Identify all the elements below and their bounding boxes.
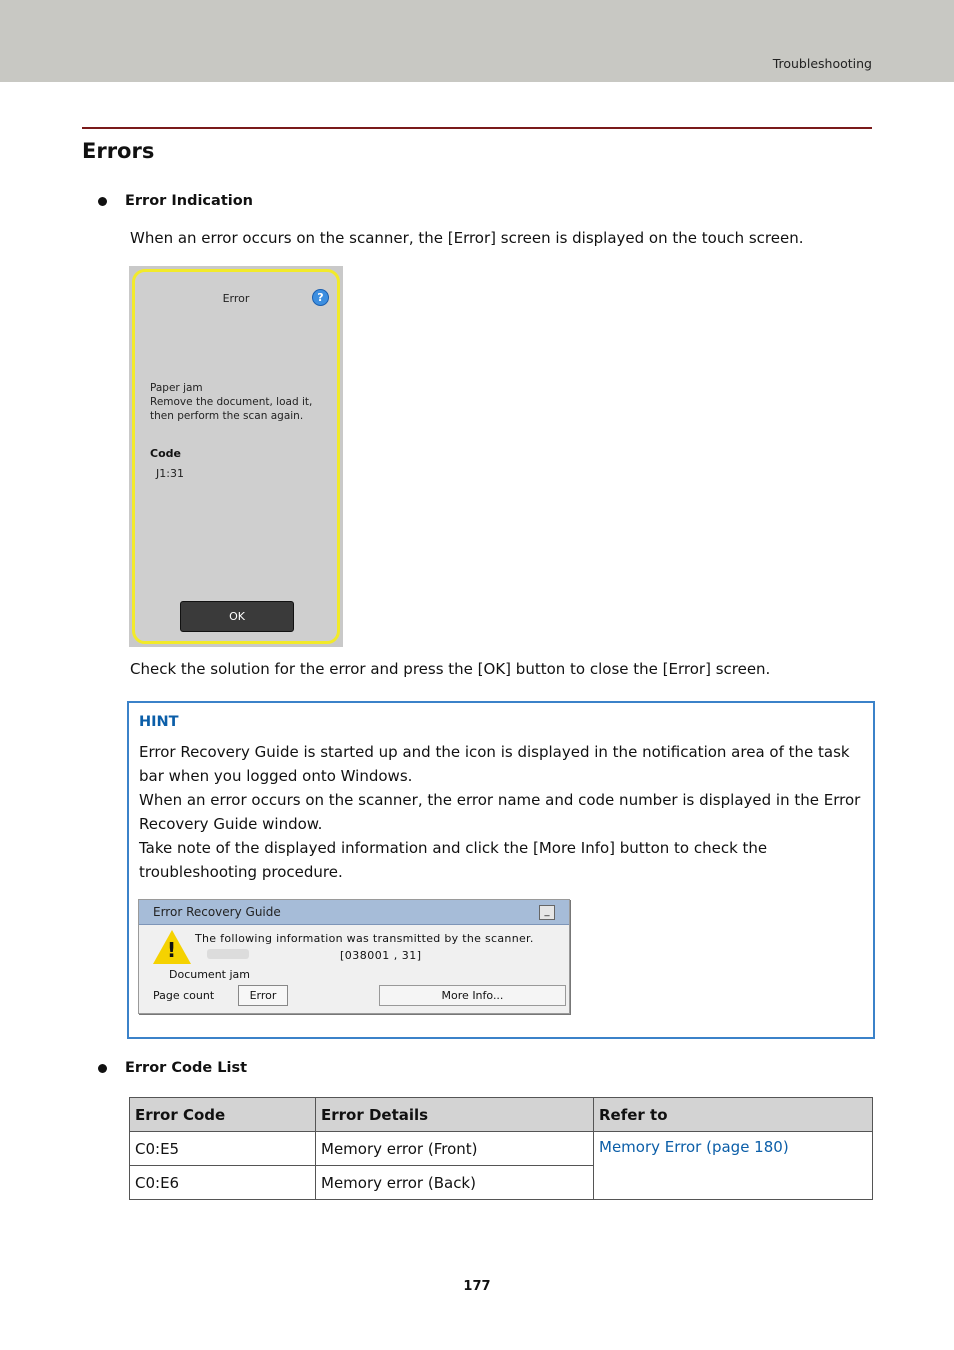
touch-screen-highlight-frame — [132, 269, 340, 644]
title-rule — [82, 127, 872, 129]
error-details-cell: Memory error (Back) — [316, 1166, 594, 1200]
header-section-label: Troubleshooting — [772, 56, 872, 71]
touch-screen-message — [150, 381, 312, 423]
window-error-code: [038001 , 31] — [340, 949, 422, 962]
message-line: Paper jam — [150, 382, 203, 394]
message-line: then perform the scan again. — [150, 410, 304, 422]
ok-button[interactable]: OK — [180, 601, 294, 632]
column-header: Error Code — [130, 1098, 316, 1132]
hint-title: HINT — [139, 714, 179, 730]
error-code-cell: C0:E5 — [130, 1132, 316, 1166]
bullet-icon — [98, 197, 107, 206]
hint-box — [127, 701, 875, 1039]
error-code-cell: C0:E6 — [130, 1166, 316, 1200]
hint-line: bar when you logged onto Windows. — [139, 767, 413, 785]
hint-line: Error Recovery Guide is started up and the icon is displayed in the notification area of the task — [139, 743, 850, 761]
memory-error-link[interactable]: Memory Error (page 180) — [599, 1138, 789, 1156]
hint-body — [139, 740, 861, 884]
help-icon[interactable]: ? — [312, 289, 329, 306]
touch-screen-screenshot — [129, 266, 343, 647]
window-error-name: Document jam — [169, 968, 250, 981]
page-title: Errors — [82, 139, 155, 163]
table-row — [130, 1132, 873, 1166]
code-value: J1:31 — [156, 467, 184, 480]
error-details-cell: Memory error (Front) — [316, 1132, 594, 1166]
column-header: Error Details — [316, 1098, 594, 1132]
window-title: Error Recovery Guide — [153, 905, 281, 919]
more-info-button[interactable]: More Info... — [379, 985, 566, 1006]
bullet-icon — [98, 1064, 107, 1073]
error-recovery-guide-window — [138, 899, 570, 1014]
touch-screen-title: Error — [222, 292, 250, 305]
minimize-button[interactable]: _ — [539, 905, 555, 920]
error-button[interactable]: Error — [238, 985, 288, 1006]
warning-exclamation-icon: ! — [167, 938, 177, 962]
table-header-row — [130, 1098, 873, 1132]
error-code-table — [129, 1097, 873, 1200]
column-header: Refer to — [594, 1098, 873, 1132]
hint-line: Take note of the displayed information and click the [More Info] button to check the — [139, 839, 768, 857]
page-count-label: Page count — [153, 989, 215, 1002]
message-line: Remove the document, load it, — [150, 396, 313, 408]
window-title-bar — [139, 900, 569, 925]
hint-line: troubleshooting procedure. — [139, 863, 343, 881]
window-message: The following information was transmitted by the scanner. — [195, 932, 534, 945]
refer-to-cell — [594, 1132, 873, 1200]
error-indication-intro: When an error occurs on the scanner, the [Error] screen is displayed on the touch screen. — [130, 229, 804, 247]
error-code-list-heading: Error Code List — [125, 1060, 248, 1076]
hint-line: When an error occurs on the scanner, the error name and code number is displayed in the Error — [139, 791, 861, 809]
hint-line: Recovery Guide window. — [139, 815, 323, 833]
code-label: Code — [150, 447, 181, 460]
error-indication-heading: Error Indication — [125, 193, 254, 209]
blurred-field — [207, 949, 249, 959]
page-number: 177 — [463, 1279, 491, 1294]
error-indication-after: Check the solution for the error and press the [OK] button to close the [Error] screen. — [130, 660, 771, 678]
